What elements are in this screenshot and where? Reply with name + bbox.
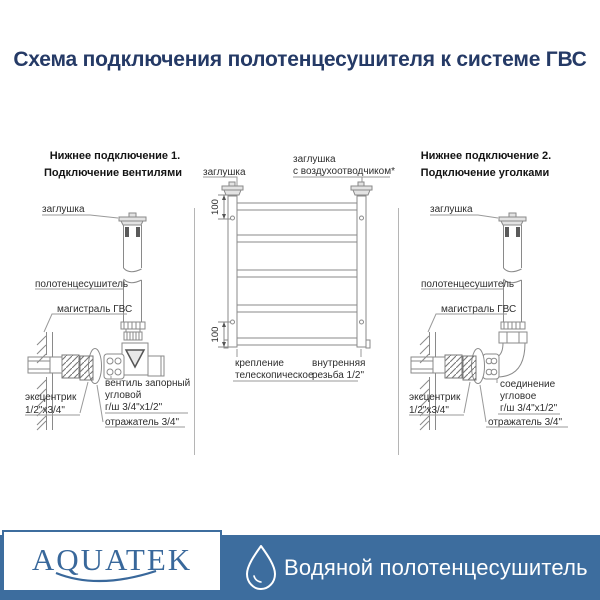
- right-panel-header-2: Подключение уголками: [420, 167, 550, 179]
- mid-left-cap: [222, 182, 243, 195]
- right-elbow-label: [497, 379, 560, 414]
- right-wall-pipe: [411, 357, 445, 373]
- right-cap-leader: [430, 215, 498, 218]
- mid-rungs: [237, 203, 357, 345]
- svg-text:г/ш 3/4"х1/2": г/ш 3/4"х1/2": [500, 403, 558, 414]
- left-pipe-nut: [62, 355, 79, 378]
- mid-thread-label: [310, 349, 365, 381]
- left-cap-leader: [42, 215, 118, 218]
- right-eccentric-label: [409, 382, 470, 416]
- left-wall-pipe: [28, 357, 62, 373]
- left-panel-header-1: Нижнее подключение 1.: [49, 150, 181, 162]
- mid-hole-tr: [360, 216, 364, 220]
- right-main-line-label: магистраль ГВС: [441, 304, 517, 315]
- svg-text:внутренняя: внутренняя: [312, 358, 366, 369]
- water-drop-icon: [243, 542, 279, 597]
- svg-text:эксцентрик: эксцентрик: [25, 392, 77, 403]
- mid-right-cap: [351, 182, 372, 195]
- svg-text:отражатель 3/4": отражатель 3/4": [488, 417, 563, 428]
- right-angle-elbow: [483, 322, 527, 379]
- svg-text:крепление: крепление: [235, 358, 284, 369]
- svg-text:угловое: угловое: [500, 391, 537, 402]
- mid-hole-br: [360, 320, 364, 324]
- connection-diagram: [0, 140, 600, 530]
- mid-hole-bl: [231, 320, 235, 324]
- svg-text:100: 100: [210, 326, 221, 343]
- brand-logo-box: [2, 530, 222, 592]
- svg-text:эксцентрик: эксцентрик: [409, 392, 461, 403]
- left-angle-valve: [104, 322, 164, 379]
- svg-text:угловой: угловой: [105, 390, 142, 401]
- left-pipe-cap: [119, 213, 146, 225]
- svg-text:с воздухоотводчиком*: с воздухоотводчиком*: [293, 166, 395, 177]
- left-panel: [25, 150, 190, 430]
- svg-text:1/2"х3/4": 1/2"х3/4": [409, 405, 449, 416]
- svg-text:телескопическое: телескопическое: [235, 370, 314, 381]
- middle-panel: [203, 154, 395, 381]
- svg-text:вентиль запорный: вентиль запорный: [105, 378, 191, 389]
- svg-text:100: 100: [210, 199, 221, 215]
- mid-hole-tl: [231, 216, 235, 220]
- page-title: Схема подключения полотенцесушителя к системе ГВС: [13, 48, 587, 71]
- mid-airvent-label: [293, 154, 395, 188]
- right-pipe-nut: [445, 355, 462, 378]
- svg-text:заглушка: заглушка: [293, 154, 336, 165]
- brand-logo: AQUATEK: [31, 541, 193, 577]
- left-panel-header-2: Подключение вентилями: [44, 167, 182, 179]
- svg-text:г/ш 3/4"х1/2": г/ш 3/4"х1/2": [105, 402, 163, 413]
- svg-text:резьба 1/2": резьба 1/2": [312, 370, 364, 381]
- left-towel-rail-label: полотенцесушитель: [35, 279, 129, 290]
- mid-cap-label: заглушка: [203, 167, 246, 178]
- right-towel-rail-label: полотенцесушитель: [421, 279, 515, 290]
- footer-product-label: Водяной полотенцесушитель: [284, 554, 588, 580]
- left-eccentric-label: [25, 382, 88, 416]
- svg-text:отражатель 3/4": отражатель 3/4": [105, 417, 180, 428]
- right-main-line-leader: [428, 314, 507, 332]
- svg-text:соединение: соединение: [500, 379, 556, 390]
- left-cap-label: заглушка: [42, 204, 85, 215]
- svg-text:1/2"х3/4": 1/2"х3/4": [25, 405, 65, 416]
- right-pipe-cap: [499, 213, 526, 225]
- right-cap-label: заглушка: [430, 204, 473, 215]
- left-valve-label: [105, 376, 190, 413]
- right-panel-header-1: Нижнее подключение 2.: [420, 150, 552, 162]
- right-eccentric: [463, 356, 476, 380]
- mid-right-foot: [366, 340, 370, 348]
- left-main-line-leader: [44, 314, 127, 332]
- diagram-canvas: [0, 140, 600, 530]
- left-eccentric: [80, 356, 93, 380]
- right-panel: [409, 150, 568, 430]
- left-main-line-label: магистраль ГВС: [57, 304, 133, 315]
